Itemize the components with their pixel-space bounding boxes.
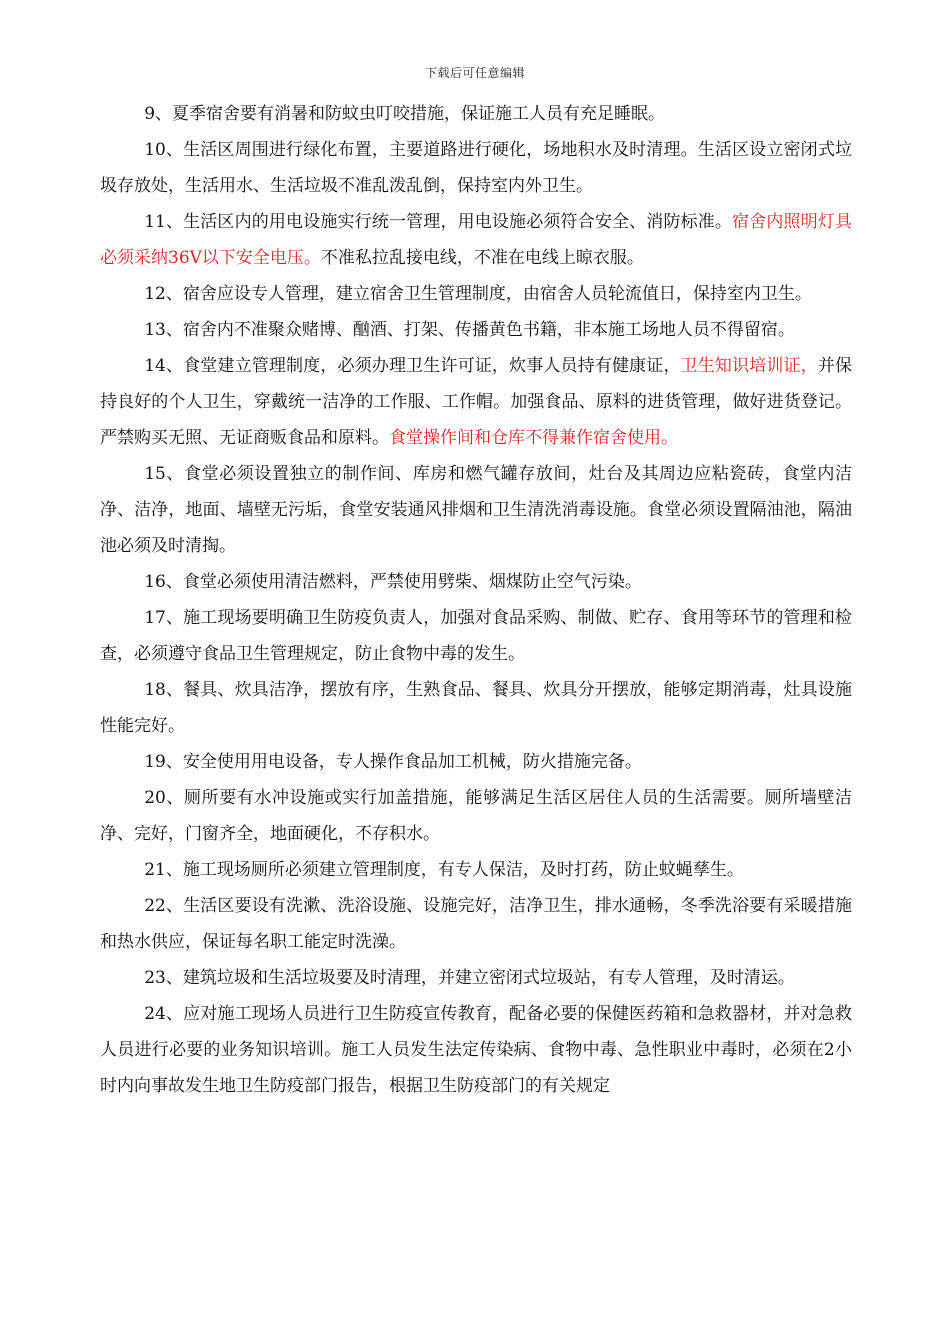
paragraph-text: 12、宿舍应设专人管理，建立宿舍卫生管理制度，由宿舍人员轮流值日，保持室内卫生。 — [144, 284, 812, 304]
paragraph — [100, 96, 852, 132]
paragraph-text: 15、食堂必须设置独立的制作间、库房和燃气罐存放间，灶台及其周边应粘瓷砖，食堂内洁净、洁净，地面、墙壁无污垢，食堂安装通风排烟和卫生清洗消毒设施。食堂必须设置隔油池，隔油池必须及时清掏。 — [100, 464, 852, 556]
paragraph — [100, 672, 852, 744]
paragraph-text: 24、应对施工现场人员进行卫生防疫宣传教育，配备必要的保健医药箱和急救器材，并对急救人员进行必要的业务知识培训。施工人员发生法定传染病、食物中毒、急性职业中毒时，必须在2小时内向事故发生地卫生防疫部门报告，根据卫生防疫部门的有关规定 — [100, 1004, 852, 1096]
paragraph-text: 19、安全使用用电设备，专人操作食品加工机械，防火措施完备。 — [144, 752, 642, 772]
paragraph-text: 11、生活区内的用电设施实行统一管理，用电设施必须符合安全、消防标准。 — [144, 212, 733, 232]
paragraph — [100, 888, 852, 960]
paragraph — [100, 204, 852, 276]
paragraph — [100, 276, 852, 312]
paragraph — [100, 564, 852, 600]
paragraph-text: 22、生活区要设有洗漱、洗浴设施、设施完好，洁净卫生，排水通畅，冬季洗浴要有采暖措施和热水供应，保证每名职工能定时洗澡。 — [100, 896, 852, 952]
paragraph-text: 16、食堂必须使用清洁燃料，严禁使用劈柴、烟煤防止空气污染。 — [144, 572, 642, 592]
paragraph — [100, 744, 852, 780]
paragraph-text: 17、施工现场要明确卫生防疫负责人，加强对食品采购、制做、贮存、食用等环节的管理和检查，必须遵守食品卫生管理规定，防止食物中毒的发生。 — [100, 608, 852, 664]
paragraph — [100, 456, 852, 564]
paragraph-text: 不准私拉乱接电线，不准在电线上晾衣服。 — [320, 248, 644, 268]
paragraph-text: 21、施工现场厕所必须建立管理制度，有专人保洁，及时打药，防止蚊蝇孳生。 — [144, 860, 744, 880]
paragraph — [100, 780, 852, 852]
paragraph — [100, 600, 852, 672]
paragraph — [100, 996, 852, 1104]
paragraph — [100, 132, 852, 204]
paragraph-text: 23、建筑垃圾和生活垃圾要及时清理，并建立密闭式垃圾站，有专人管理，及时清运。 — [144, 968, 795, 988]
paragraph-text: 20、厕所要有水冲设施或实行加盖措施，能够满足生活区居住人员的生活需要。厕所墙壁洁净、完好，门窗齐全，地面硬化，不存积水。 — [100, 788, 852, 844]
paragraph-text: 9、夏季宿舍要有消暑和防蚊虫叮咬措施，保证施工人员有充足睡眠。 — [144, 104, 666, 124]
paragraph — [100, 312, 852, 348]
paragraph-text: 18、餐具、炊具洁净，摆放有序，生熟食品、餐具、炊具分开摆放，能够定期消毒，灶具设施性能完好。 — [100, 680, 852, 736]
paragraph — [100, 852, 852, 888]
paragraph — [100, 348, 852, 456]
paragraph-text: 14、食堂建立管理制度，必须办理卫生许可证，炊事人员持有健康证， — [144, 356, 681, 376]
paragraph-text: 并保持良好的个人卫生，穿戴统一洁净的工作服、工作帽。加强食品、原料的进货管理，做好进货登记。严禁购买无照、无证商贩食品和原料。 — [100, 356, 852, 448]
highlighted-text: 卫生知识培训证， — [680, 356, 818, 376]
highlighted-text: 宿舍内照明灯具必须采纳36V以下安全电压。 — [100, 212, 853, 268]
paragraph-text: 13、宿舍内不准聚众赌博、酗酒、打架、传播黄色书籍，非本施工场地人员不得留宿。 — [144, 320, 795, 340]
highlighted-text: 食堂操作间和仓库不得兼作宿舍使用。 — [389, 428, 678, 448]
page-header: 下载后可任意编辑 — [424, 66, 525, 80]
paragraph — [100, 960, 852, 996]
paragraph-text: 10、生活区周围进行绿化布置，主要道路进行硬化，场地积水及时清理。生活区设立密闭式垃圾存放处，生活用水、生活垃圾不准乱泼乱倒，保持室内外卫生。 — [100, 140, 852, 196]
document-body — [100, 96, 852, 1104]
